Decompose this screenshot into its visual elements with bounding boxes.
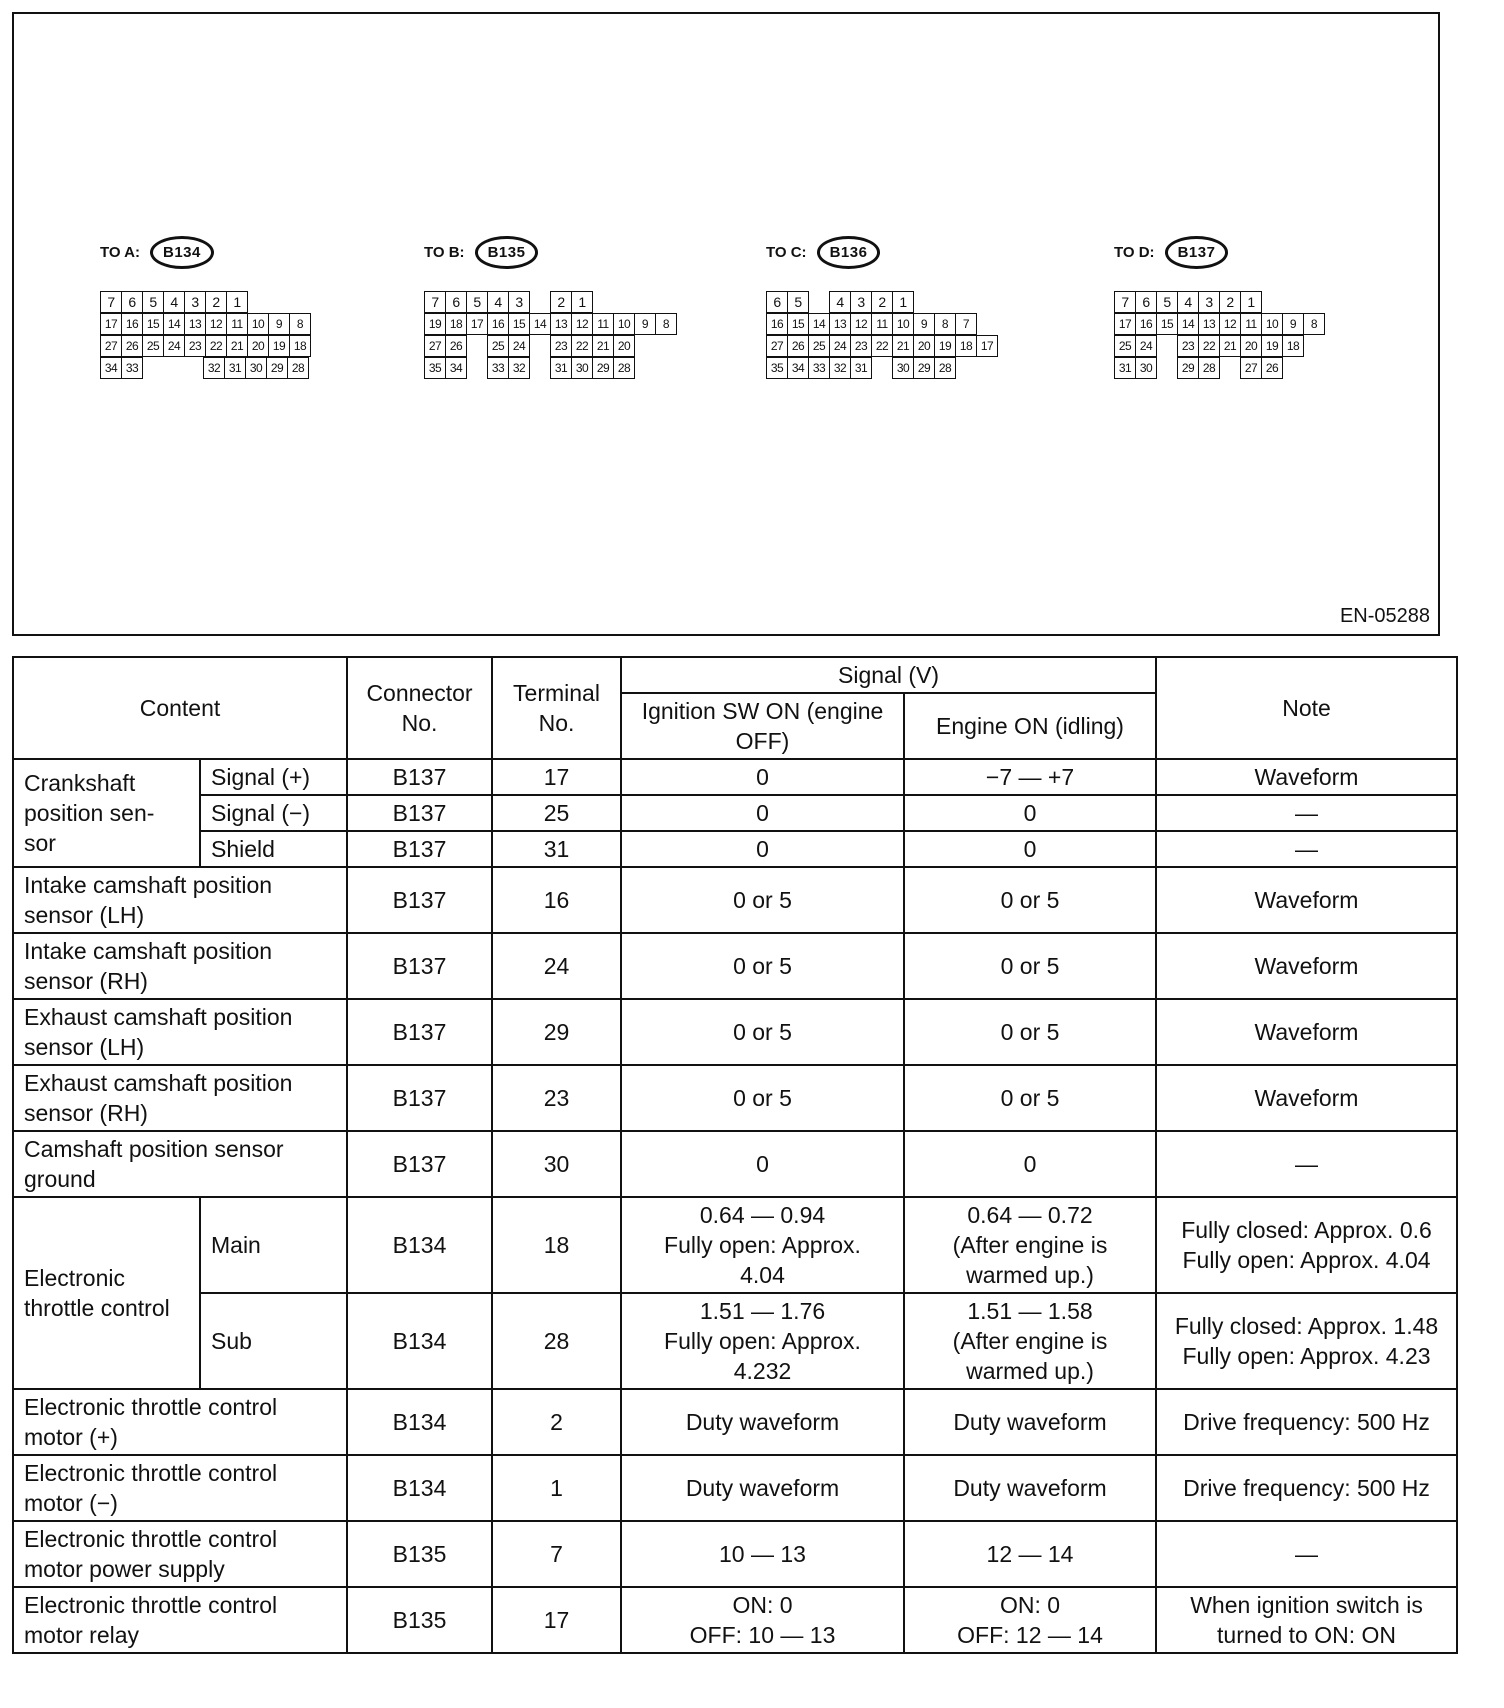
line: 4.04 bbox=[740, 1262, 785, 1288]
connector-pin: 11 bbox=[593, 314, 614, 335]
line: When ignition switch is bbox=[1190, 1592, 1423, 1618]
connector-pin: 23 bbox=[185, 336, 206, 357]
table-row bbox=[13, 795, 1457, 831]
connector-pin: 13 bbox=[830, 314, 851, 335]
connector-pin: 34 bbox=[446, 358, 467, 379]
connector-pin: 6 bbox=[446, 292, 467, 313]
connector-pin: 3 bbox=[185, 292, 206, 313]
terminal-cell: 31 bbox=[492, 831, 621, 867]
terminal-cell: 25 bbox=[492, 795, 621, 831]
ign-cell: 0 or 5 bbox=[621, 867, 904, 933]
engine-cell: −7 — +7 bbox=[904, 759, 1156, 795]
connector-pin: 1 bbox=[227, 292, 248, 313]
note-cell: Waveform bbox=[1156, 759, 1457, 795]
connector-pin: 19 bbox=[269, 336, 290, 357]
terminal-cell: 18 bbox=[492, 1197, 621, 1293]
table-row bbox=[13, 831, 1457, 867]
header-terminal-no: Terminal No. bbox=[492, 657, 621, 759]
connector-pin: 29 bbox=[914, 358, 935, 379]
line: 1.51 — 1.58 bbox=[967, 1298, 1093, 1324]
table-row bbox=[13, 1389, 1457, 1455]
connector-pin: 33 bbox=[488, 358, 509, 379]
connector-pin: 11 bbox=[1241, 314, 1262, 335]
connector-pin: 15 bbox=[143, 314, 164, 335]
terminal-cell: 30 bbox=[492, 1131, 621, 1197]
connector-cell: B137 bbox=[347, 999, 492, 1065]
figure-id: EN-05288 bbox=[1339, 605, 1430, 627]
connector-pin-grid bbox=[766, 291, 998, 379]
connector-pin: 15 bbox=[509, 314, 530, 335]
ign-cell bbox=[621, 1293, 904, 1389]
connector-pin: 10 bbox=[1262, 314, 1283, 335]
terminal-cell: 24 bbox=[492, 933, 621, 999]
header-ignition-sw-on: Ignition SW ON (engine OFF) bbox=[621, 693, 904, 759]
connector-cell: B137 bbox=[347, 831, 492, 867]
note-cell: Drive frequency: 500 Hz bbox=[1156, 1455, 1457, 1521]
connector-pin bbox=[809, 292, 830, 313]
connector-pin: 18 bbox=[290, 336, 311, 357]
connector-pin: 3 bbox=[1199, 292, 1220, 313]
sub-content: Signal (+) bbox=[200, 759, 347, 795]
ign-cell: 0 or 5 bbox=[621, 933, 904, 999]
ign-cell bbox=[621, 1197, 904, 1293]
note-cell bbox=[1156, 1197, 1457, 1293]
ign-cell: 0 bbox=[621, 759, 904, 795]
engine-cell: 12 — 14 bbox=[904, 1521, 1156, 1587]
connector-pin: 24 bbox=[164, 336, 185, 357]
connector-pin bbox=[467, 336, 488, 357]
connector-pin: 4 bbox=[164, 292, 185, 313]
connector-cell: B134 bbox=[347, 1293, 492, 1389]
connector-pin: 12 bbox=[851, 314, 872, 335]
connector-pin: 28 bbox=[935, 358, 956, 379]
connector-pin: 7 bbox=[425, 292, 446, 313]
engine-cell: 0 bbox=[904, 831, 1156, 867]
connector-pin: 14 bbox=[1178, 314, 1199, 335]
connector-pin: 32 bbox=[509, 358, 530, 379]
connector-pin: 22 bbox=[206, 336, 227, 357]
connector-pin: 27 bbox=[101, 336, 122, 357]
connector-pin: 1 bbox=[572, 292, 593, 313]
connector-pin: 31 bbox=[1115, 358, 1136, 379]
connector-pin: 16 bbox=[488, 314, 509, 335]
connector-pin: 23 bbox=[551, 336, 572, 357]
connector-pin: 2 bbox=[206, 292, 227, 313]
line: ON: 0 bbox=[732, 1592, 793, 1618]
connector-pin: 3 bbox=[509, 292, 530, 313]
terminal-cell: 17 bbox=[492, 1587, 621, 1653]
connector-cell: B134 bbox=[347, 1455, 492, 1521]
header-content: Content bbox=[13, 657, 347, 759]
note-cell: — bbox=[1156, 1521, 1457, 1587]
connector-cell: B137 bbox=[347, 933, 492, 999]
connector-pin: 20 bbox=[614, 336, 635, 357]
connector-pin: 10 bbox=[893, 314, 914, 335]
connector-pin: 32 bbox=[830, 358, 851, 379]
connector-pin: 15 bbox=[1157, 314, 1178, 335]
connector-pin: 5 bbox=[143, 292, 164, 313]
connector-pin: 1 bbox=[893, 292, 914, 313]
connector-cell: B134 bbox=[347, 1389, 492, 1455]
connector-pin: 19 bbox=[935, 336, 956, 357]
line: Fully open: Approx. bbox=[664, 1328, 861, 1354]
header-connector-no: Connector No. bbox=[347, 657, 492, 759]
connector-cell: B134 bbox=[347, 1197, 492, 1293]
connector-pin bbox=[183, 358, 204, 379]
connector-cell: B135 bbox=[347, 1587, 492, 1653]
line: (After engine is bbox=[952, 1328, 1108, 1354]
connector-pin: 19 bbox=[425, 314, 446, 335]
connector-pin bbox=[467, 358, 488, 379]
connector-pin: 6 bbox=[767, 292, 788, 313]
connector-pin: 29 bbox=[593, 358, 614, 379]
connector-pin: 4 bbox=[1178, 292, 1199, 313]
connector-pin: 2 bbox=[1220, 292, 1241, 313]
connector-pin: 21 bbox=[1220, 336, 1241, 357]
connector-cell: B137 bbox=[347, 1131, 492, 1197]
connector-pin: 9 bbox=[635, 314, 656, 335]
engine-cell: 0 bbox=[904, 795, 1156, 831]
connector-pin: 29 bbox=[1178, 358, 1199, 379]
note-cell: Waveform bbox=[1156, 933, 1457, 999]
connector-pin: 18 bbox=[956, 336, 977, 357]
terminal-cell: 7 bbox=[492, 1521, 621, 1587]
table-row bbox=[13, 999, 1457, 1065]
engine-cell: Duty waveform bbox=[904, 1455, 1156, 1521]
connector-pin: 26 bbox=[122, 336, 143, 357]
connector-pin: 22 bbox=[872, 336, 893, 357]
connector-pin: 8 bbox=[935, 314, 956, 335]
engine-cell bbox=[904, 1197, 1156, 1293]
connector-pin: 2 bbox=[872, 292, 893, 313]
connector-pin: 28 bbox=[1199, 358, 1220, 379]
connector-pin: 32 bbox=[204, 358, 225, 379]
terminal-cell: 23 bbox=[492, 1065, 621, 1131]
connector-pin: 1 bbox=[1241, 292, 1262, 313]
connector-pin: 18 bbox=[446, 314, 467, 335]
table-row bbox=[13, 867, 1457, 933]
connector-pin: 24 bbox=[1136, 336, 1157, 357]
line: 1.51 — 1.76 bbox=[699, 1298, 826, 1324]
connector-pin: 27 bbox=[767, 336, 788, 357]
line: Fully open: Approx. 4.23 bbox=[1182, 1343, 1431, 1369]
content-cell: Exhaust camshaft position sensor (RH) bbox=[13, 1065, 347, 1131]
table-row bbox=[13, 1455, 1457, 1521]
table-row bbox=[13, 759, 1457, 795]
connector-pin: 28 bbox=[614, 358, 635, 379]
content-electronic-throttle-control: Electronic throttle control bbox=[13, 1197, 200, 1389]
terminal-cell: 29 bbox=[492, 999, 621, 1065]
content-cell: Intake camshaft position sensor (RH) bbox=[13, 933, 347, 999]
note-cell: — bbox=[1156, 1131, 1457, 1197]
ign-cell: Duty waveform bbox=[621, 1455, 904, 1521]
connector-pin bbox=[1157, 358, 1178, 379]
connector-pin: 16 bbox=[122, 314, 143, 335]
connector-pin bbox=[530, 292, 551, 313]
connector-pin: 26 bbox=[446, 336, 467, 357]
line: 0.64 — 0.94 bbox=[699, 1202, 826, 1228]
connector-pin: 19 bbox=[1262, 336, 1283, 357]
ign-cell: 0 bbox=[621, 1131, 904, 1197]
terminal-cell: 16 bbox=[492, 867, 621, 933]
connector-pin: 10 bbox=[614, 314, 635, 335]
line: Fully open: Approx. 4.04 bbox=[1182, 1247, 1431, 1273]
connector-label bbox=[1114, 234, 1228, 270]
line: Fully closed: Approx. 0.6 bbox=[1181, 1217, 1432, 1243]
content-cell: Exhaust camshaft position sensor (LH) bbox=[13, 999, 347, 1065]
connector-pin: 11 bbox=[872, 314, 893, 335]
connector-cell: B137 bbox=[347, 867, 492, 933]
connector-pin: 20 bbox=[1241, 336, 1262, 357]
connector-pin: 23 bbox=[851, 336, 872, 357]
header-signal: Signal (V) bbox=[621, 657, 1156, 693]
connector-pin: 8 bbox=[1304, 314, 1325, 335]
connector-pin: 7 bbox=[1115, 292, 1136, 313]
connector-pin: 4 bbox=[830, 292, 851, 313]
table-row bbox=[13, 933, 1457, 999]
connector-pin bbox=[1157, 336, 1178, 357]
engine-cell: Duty waveform bbox=[904, 1389, 1156, 1455]
connector-pin bbox=[530, 336, 551, 357]
sub-content: Shield bbox=[200, 831, 347, 867]
connector-pin: 5 bbox=[1157, 292, 1178, 313]
connector-pin: 21 bbox=[593, 336, 614, 357]
connector-pin: 21 bbox=[227, 336, 248, 357]
connector-pin: 12 bbox=[572, 314, 593, 335]
line: Fully closed: Approx. 1.48 bbox=[1174, 1313, 1439, 1339]
connector-pin: 6 bbox=[122, 292, 143, 313]
connector-code-oval: B137 bbox=[1165, 236, 1229, 269]
connector-pin-grid bbox=[424, 291, 677, 379]
ign-cell: 0 bbox=[621, 795, 904, 831]
content-cell: Electronic throttle control motor relay bbox=[13, 1587, 347, 1653]
connector-pin: 28 bbox=[288, 358, 309, 379]
line: warmed up.) bbox=[966, 1358, 1094, 1384]
connector-label bbox=[424, 234, 538, 270]
connector-pin-grid bbox=[100, 291, 311, 379]
ign-cell: 0 bbox=[621, 831, 904, 867]
content-cell: Camshaft position sensor ground bbox=[13, 1131, 347, 1197]
connector-cell: B135 bbox=[347, 1521, 492, 1587]
connector-code-oval: B134 bbox=[150, 236, 214, 269]
content-cell: Intake camshaft position sensor (LH) bbox=[13, 867, 347, 933]
connector-pin: 25 bbox=[488, 336, 509, 357]
connector-pin: 9 bbox=[914, 314, 935, 335]
note-cell: — bbox=[1156, 795, 1457, 831]
connector-code-oval: B136 bbox=[817, 236, 881, 269]
connector-pin: 30 bbox=[1136, 358, 1157, 379]
line: 0.64 — 0.72 bbox=[967, 1202, 1093, 1228]
connector-pin bbox=[530, 358, 551, 379]
connector-pin: 30 bbox=[246, 358, 267, 379]
sub-content: Main bbox=[200, 1197, 347, 1293]
connector-pin: 35 bbox=[425, 358, 446, 379]
connector-pin bbox=[872, 358, 893, 379]
connector-pin: 17 bbox=[1115, 314, 1136, 335]
connector-pin: 10 bbox=[248, 314, 269, 335]
table-row bbox=[13, 1293, 1457, 1389]
connector-to-label: TO A: bbox=[100, 243, 140, 261]
connector-pin: 25 bbox=[1115, 336, 1136, 357]
connector-pin: 16 bbox=[1136, 314, 1157, 335]
connector-pin: 14 bbox=[164, 314, 185, 335]
line: OFF: 10 — 13 bbox=[689, 1622, 836, 1648]
connector-pin: 34 bbox=[788, 358, 809, 379]
connector-pin: 14 bbox=[809, 314, 830, 335]
connector-cell: B137 bbox=[347, 1065, 492, 1131]
content-cell: Electronic throttle control motor (+) bbox=[13, 1389, 347, 1455]
connector-pin: 30 bbox=[893, 358, 914, 379]
connector-pin: 13 bbox=[1199, 314, 1220, 335]
sub-content: Signal (−) bbox=[200, 795, 347, 831]
engine-cell: 0 or 5 bbox=[904, 867, 1156, 933]
note-cell: Drive frequency: 500 Hz bbox=[1156, 1389, 1457, 1455]
connector-pin: 17 bbox=[101, 314, 122, 335]
connector-pin: 26 bbox=[1262, 358, 1283, 379]
connector-pin: 31 bbox=[551, 358, 572, 379]
connector-pin: 22 bbox=[572, 336, 593, 357]
engine-cell: 0 bbox=[904, 1131, 1156, 1197]
connector-pin bbox=[1220, 358, 1241, 379]
connector-pin: 16 bbox=[767, 314, 788, 335]
note-cell: Waveform bbox=[1156, 867, 1457, 933]
connector-to-label: TO D: bbox=[1114, 243, 1155, 261]
table-row bbox=[13, 1587, 1457, 1653]
line: 4.232 bbox=[733, 1358, 792, 1384]
note-cell: — bbox=[1156, 831, 1457, 867]
connector-pin: 2 bbox=[551, 292, 572, 313]
connector-pin: 23 bbox=[1178, 336, 1199, 357]
note-cell: Waveform bbox=[1156, 1065, 1457, 1131]
sub-content: Sub bbox=[200, 1293, 347, 1389]
connector-pin: 11 bbox=[227, 314, 248, 335]
connector-pin: 17 bbox=[977, 336, 998, 357]
connector-pin: 31 bbox=[851, 358, 872, 379]
connector-cell: B137 bbox=[347, 795, 492, 831]
connector-label bbox=[766, 234, 880, 270]
connector-pin: 13 bbox=[185, 314, 206, 335]
connector-pin: 14 bbox=[530, 314, 551, 335]
content-crankshaft-sensor: Crankshaft position sen- sor bbox=[13, 759, 200, 867]
connector-pin: 20 bbox=[248, 336, 269, 357]
connector-pin bbox=[143, 358, 164, 379]
line: ON: 0 bbox=[999, 1592, 1061, 1618]
note-cell bbox=[1156, 1293, 1457, 1389]
note-cell: Waveform bbox=[1156, 999, 1457, 1065]
engine-cell: 0 or 5 bbox=[904, 933, 1156, 999]
ign-cell bbox=[621, 1587, 904, 1653]
content-cell: Electronic throttle control motor power supply bbox=[13, 1521, 347, 1587]
line: turned to ON: ON bbox=[1217, 1622, 1396, 1648]
table-row bbox=[13, 1197, 1457, 1293]
connector-pin: 7 bbox=[956, 314, 977, 335]
connector-code-oval: B135 bbox=[475, 236, 539, 269]
connector-pin: 5 bbox=[467, 292, 488, 313]
connector-pin: 31 bbox=[225, 358, 246, 379]
connector-pin: 26 bbox=[788, 336, 809, 357]
connector-pin: 9 bbox=[1283, 314, 1304, 335]
connector-pin: 6 bbox=[1136, 292, 1157, 313]
connector-pin-grid bbox=[1114, 291, 1325, 379]
ign-cell: Duty waveform bbox=[621, 1389, 904, 1455]
terminal-cell: 1 bbox=[492, 1455, 621, 1521]
connector-cell: B137 bbox=[347, 759, 492, 795]
line: Fully open: Approx. bbox=[664, 1232, 861, 1258]
connector-pin: 20 bbox=[914, 336, 935, 357]
connector-pin: 21 bbox=[893, 336, 914, 357]
connector-pin bbox=[163, 358, 183, 379]
connector-pin: 24 bbox=[830, 336, 851, 357]
connector-pin: 4 bbox=[488, 292, 509, 313]
connector-pin: 27 bbox=[425, 336, 446, 357]
header-note: Note bbox=[1156, 657, 1457, 759]
connector-pin: 18 bbox=[1283, 336, 1304, 357]
terminal-table bbox=[12, 656, 1458, 1654]
connector-to-label: TO B: bbox=[424, 243, 465, 261]
connector-pin: 15 bbox=[788, 314, 809, 335]
engine-cell bbox=[904, 1293, 1156, 1389]
connector-pin: 7 bbox=[101, 292, 122, 313]
terminal-cell: 2 bbox=[492, 1389, 621, 1455]
connector-pin: 12 bbox=[206, 314, 227, 335]
connector-pin: 33 bbox=[809, 358, 830, 379]
connector-pin: 3 bbox=[851, 292, 872, 313]
table-row bbox=[13, 1065, 1457, 1131]
ign-cell: 10 — 13 bbox=[621, 1521, 904, 1587]
connector-diagram bbox=[12, 12, 1440, 636]
note-cell bbox=[1156, 1587, 1457, 1653]
connector-pin: 25 bbox=[809, 336, 830, 357]
engine-cell: 0 or 5 bbox=[904, 999, 1156, 1065]
connector-pin: 30 bbox=[572, 358, 593, 379]
engine-cell bbox=[904, 1587, 1156, 1653]
content-cell: Electronic throttle control motor (−) bbox=[13, 1455, 347, 1521]
connector-label bbox=[100, 234, 214, 270]
line: warmed up.) bbox=[966, 1262, 1094, 1288]
table-row bbox=[13, 1521, 1457, 1587]
engine-cell: 0 or 5 bbox=[904, 1065, 1156, 1131]
connector-pin: 8 bbox=[290, 314, 311, 335]
line: (After engine is bbox=[952, 1232, 1108, 1258]
connector-pin: 17 bbox=[467, 314, 488, 335]
table-row bbox=[13, 1131, 1457, 1197]
header-engine-on: Engine ON (idling) bbox=[904, 693, 1156, 759]
connector-pin: 34 bbox=[101, 358, 122, 379]
terminal-cell: 28 bbox=[492, 1293, 621, 1389]
connector-pin: 27 bbox=[1241, 358, 1262, 379]
connector-pin: 29 bbox=[267, 358, 288, 379]
connector-pin: 13 bbox=[551, 314, 572, 335]
connector-pin: 9 bbox=[269, 314, 290, 335]
connector-pin: 25 bbox=[143, 336, 164, 357]
connector-pin: 35 bbox=[767, 358, 788, 379]
connector-pin: 5 bbox=[788, 292, 809, 313]
connector-pin: 8 bbox=[656, 314, 677, 335]
connector-pin: 24 bbox=[509, 336, 530, 357]
connector-pin: 33 bbox=[122, 358, 143, 379]
ign-cell: 0 or 5 bbox=[621, 1065, 904, 1131]
connector-to-label: TO C: bbox=[766, 243, 807, 261]
connector-pin: 12 bbox=[1220, 314, 1241, 335]
line: OFF: 12 — 14 bbox=[957, 1622, 1103, 1648]
ign-cell: 0 or 5 bbox=[621, 999, 904, 1065]
connector-pin: 22 bbox=[1199, 336, 1220, 357]
terminal-cell: 17 bbox=[492, 759, 621, 795]
